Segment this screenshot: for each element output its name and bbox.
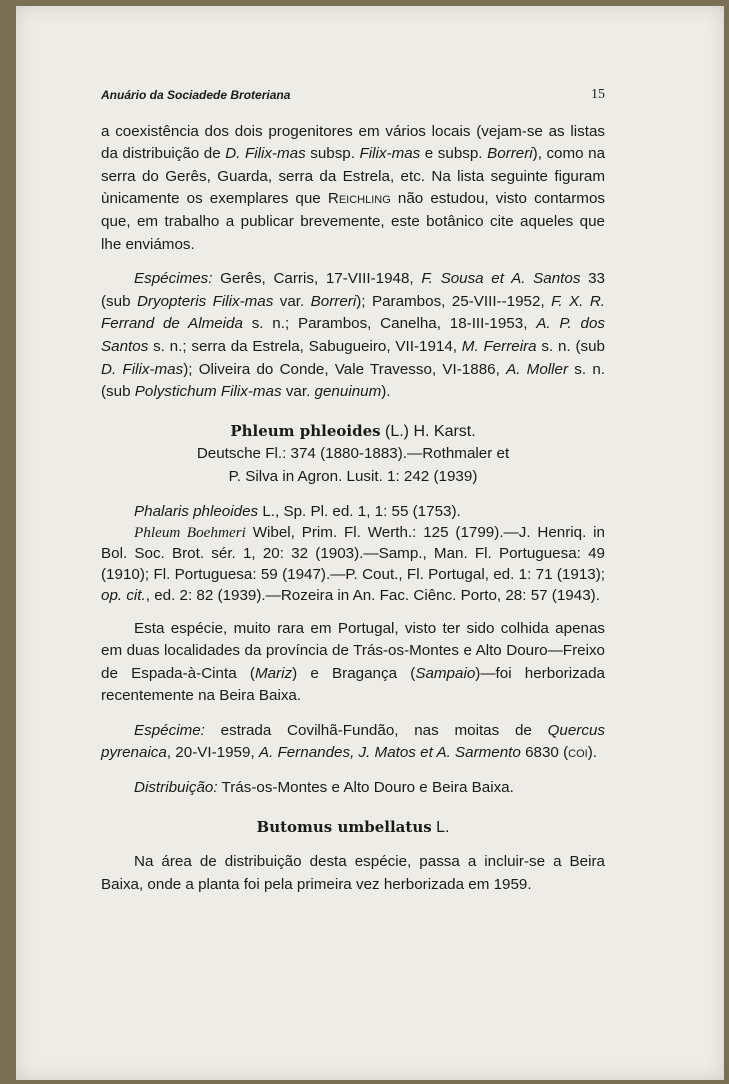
taxon-name: Phalaris phleoides	[134, 502, 259, 520]
paragraph-continuation	[101, 121, 605, 257]
species-author: (L.) H. Karst.	[380, 422, 476, 440]
reference-line: P. Silva in Agron. Lusit. 1: 242 (1939)	[228, 467, 478, 485]
text-run: 6830 (	[520, 744, 569, 762]
taxon-name: Polystichum Filix-mas	[134, 383, 282, 401]
journal-title: Anuário da Sociadede Broteriana	[101, 88, 291, 102]
species-heading-butomus	[101, 816, 605, 840]
collector-name: A. Moller	[506, 360, 569, 378]
running-header	[101, 84, 605, 107]
text-run: ), como na serra do Gerês, Guarda, serra da Estrela, etc. Na lista seguinte figuram ùnicamente os exemplares que	[101, 145, 606, 208]
text-run: ).	[381, 383, 391, 401]
distribution-label: Distribuição:	[134, 779, 218, 797]
text-run: s. n. (sub	[101, 360, 606, 401]
text-run: ) e Bragança (	[292, 664, 416, 682]
text-run: L., Sp. Pl. ed. 1, 1: 55 (1753).	[258, 502, 461, 520]
text-run: s. n.; serra da Estrela, Sabugueiro, VII-1914,	[148, 337, 462, 355]
taxon-name: D. Filix-mas	[225, 145, 306, 163]
text-run: , 20-VI-1959,	[166, 744, 259, 762]
taxon-name: Quercus pyrenaica	[101, 721, 605, 762]
species-name: Butomus umbellatus	[256, 817, 432, 836]
final-paragraph: Na área de distribuição desta espécie, passa a incluir-se a Beira Baixa, onde a planta foi pela primeira vez herborizada em 1959.	[101, 853, 605, 893]
text-run: ); Oliveira do Conde, Vale Travesso, VI-1886,	[183, 360, 507, 378]
reference-line: Deutsche Fl.: 374 (1880-1883).—Rothmaler et	[196, 445, 510, 463]
text-run: Wibel, Prim. Fl. Werth.: 125 (1799).—J. Henriq. in Bol. Soc. Brot. sér. 1, 20: 32 (1903).—Samp., Man. Fl. Portuguesa: 49 (1910); Fl. Portuguesa: 59 (1947).—P. Cout., Fl. Portugal, ed. 1: 71 (1913);	[101, 523, 605, 583]
synonym-line	[101, 501, 605, 522]
species-heading-phleum	[101, 420, 605, 444]
herbarium-code: coi	[568, 744, 588, 762]
page-number: 15	[591, 87, 605, 102]
collector-name: M. Ferreira	[461, 337, 537, 355]
collector-name: F. Sousa et A. Santos	[421, 270, 581, 288]
specimen-paragraph	[101, 720, 605, 765]
text-run: ); Parambos, 25-VIII--1952,	[356, 292, 552, 310]
text-run: e subsp.	[420, 145, 488, 163]
species-author: L.	[431, 818, 450, 836]
text-run: , ed. 2: 82 (1939).—Rozeira in An. Fac. Ciênc. Porto, 28: 57 (1943).	[145, 586, 600, 604]
text-run: var.	[281, 383, 315, 401]
text-run: Trás-os-Montes e Alto Douro e Beira Baixa.	[217, 779, 514, 797]
taxon-name: D. Filix-mas	[101, 360, 184, 378]
collector-name: A. Fernandes, J. Matos et A. Sarmento	[258, 744, 521, 762]
text-run: estrada Covilhã-Fundão, nas moitas de	[204, 721, 548, 739]
text-run: Gerês, Carris, 17-VIII-1948,	[212, 270, 422, 288]
taxon-name: genuinum	[314, 383, 382, 401]
text-run: ).	[587, 744, 597, 762]
text-run: subsp.	[305, 145, 360, 163]
specimens-paragraph	[101, 268, 605, 404]
collector-name: Mariz	[254, 664, 293, 682]
text-run: var.	[273, 292, 311, 310]
page-content	[101, 84, 605, 896]
species-name: Phleum phleoides	[230, 421, 381, 440]
specimen-label: Espécime:	[134, 721, 205, 739]
text-run: Esta espécie, muito rara em Portugal, visto ter sido colhida apenas em duas localidades da província de Trás-os-Montes e Alto Douro—Freixo de Espada-à-Cinta (	[101, 619, 605, 682]
taxon-name: Dryopteris Filix-mas	[136, 292, 274, 310]
distribution-summary	[101, 777, 605, 800]
citation-abbrev: op. cit.	[101, 586, 146, 604]
text-run: 33 (sub	[101, 270, 605, 310]
synonymy-paragraph	[101, 522, 605, 606]
taxon-name: Borreri	[487, 145, 533, 163]
text-run: a coexistência dos dois progenitores em vários locais (vejam-se as listas da distribuição de	[101, 122, 605, 163]
collector-name: A. P. dos Santos	[101, 315, 605, 355]
text-run: não estudou, visto contarmos que, em trabalho a publicar brevemente, este botânico cite aqueles que lhe enviámos.	[101, 190, 605, 253]
collector-name: Sampaio	[415, 664, 476, 682]
taxon-name: Filix-mas	[359, 145, 421, 163]
collector-name: F. X. R. Ferrand de Almeida	[101, 292, 606, 333]
specimens-label: Espécimes:	[134, 270, 213, 288]
book-page	[16, 6, 724, 1080]
text-run: )—foi herborizada recentemente na Beira Baixa.	[101, 664, 606, 705]
taxon-name: Borreri	[310, 292, 357, 310]
distribution-paragraph	[101, 618, 605, 708]
author-name: Reichling	[327, 190, 391, 208]
text-run: s. n.; Parambos, Canelha, 18-III-1953,	[242, 315, 537, 333]
taxon-name: Phleum Boehmeri	[134, 523, 246, 541]
text-run: s. n. (sub	[536, 337, 605, 355]
